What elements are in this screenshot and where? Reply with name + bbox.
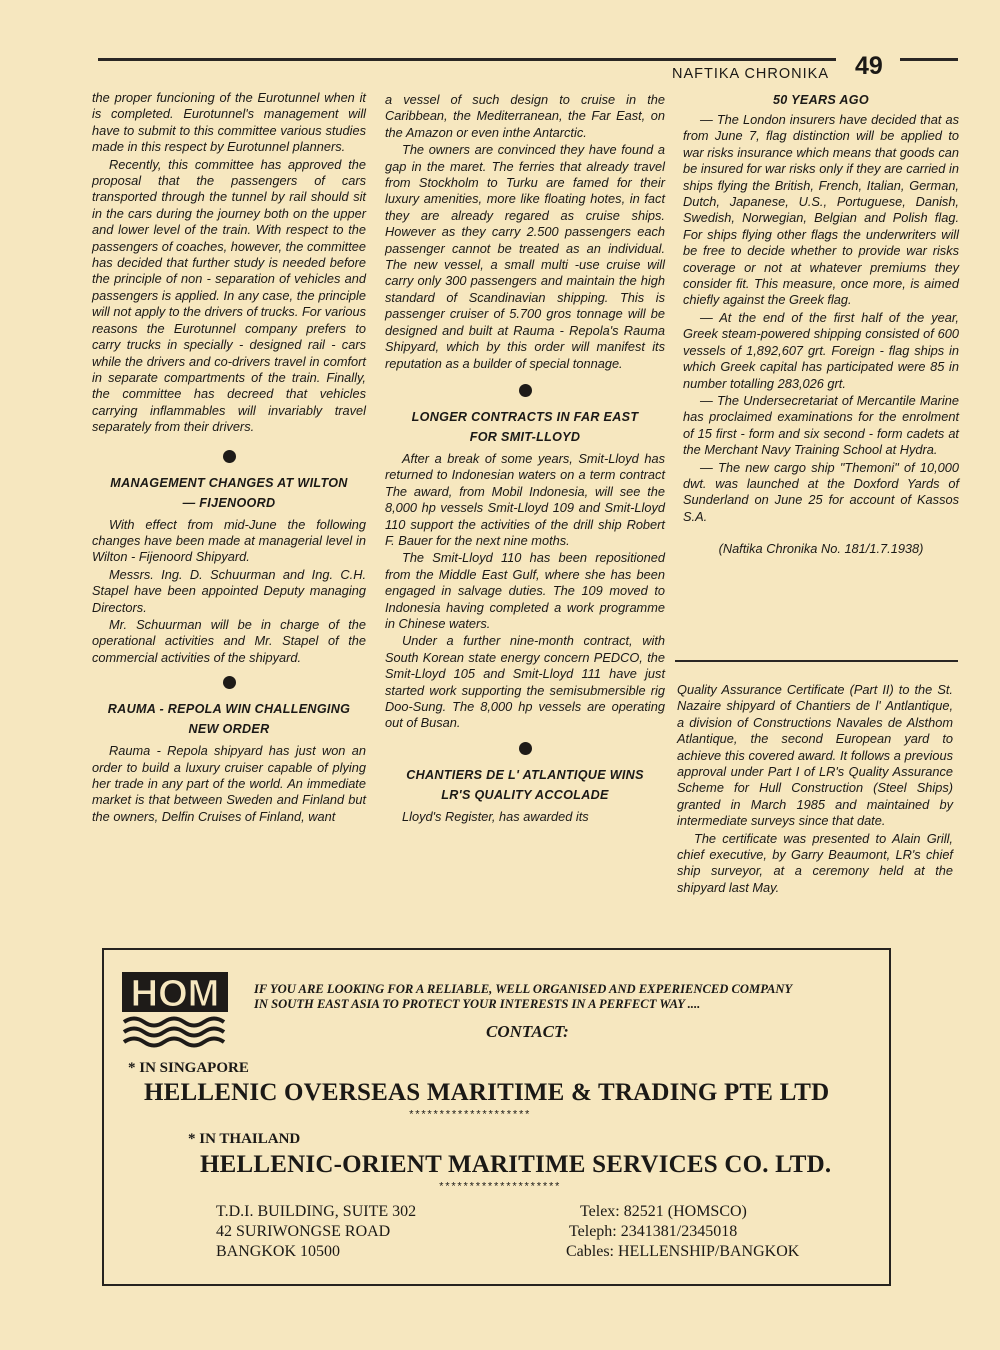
section-divider <box>675 660 958 662</box>
ad-contact-label: CONTACT: <box>486 1022 569 1041</box>
ad-intro-line: IN SOUTH EAST ASIA TO PROTECT YOUR INTERESTS IN A PERFECT WAY .... <box>254 997 701 1011</box>
paragraph: The owners are convinced they have found a gap in the maret. The ferries that already travel from Stockholm to Turku are famed for their luxury amenities, more like floating hotes, in fact they are already regared as cruise ships. However as they carry 2.500 passengers each passenger cannot be treated as an individual. The new vessel, a small multi -use cruise will carry only 300 passengers and maintain the high standard of Scandinavian shipping. This is passenger cruiser of 5.700 gros tonnage will be designed and built at Rauma - Repola's Rauma Shipyard, which by this order will manifest its reputation as a builder of special tonnage. <box>385 142 665 371</box>
paragraph: After a break of some years, Smit-Lloyd has returned to Indonesian waters on a term contract The award, from Mobil Indonesia, will see the 8,000 hp vessels Smit-Lloyd 109 and Smit-Lloyd 110 support the activities of the drill ship Robert F. Bauer for the next nine moths. <box>385 450 665 548</box>
paragraph: With effect from mid-June the following changes have been made at managerial level in Wilton - Fijenoord Shipyard. <box>92 516 366 565</box>
telex-line: Telex: 82521 (HOMSCO) <box>580 1203 747 1220</box>
paragraph: — The Undersecretariat of Mercantile Marine has proclaimed examinations for the enrolment of 15 first - form and six second - form cadets at the Merchant Navy Training School at Hydra. <box>683 392 959 458</box>
paragraph: Under a further nine-month contract, with South Korean state energy concern PEDCO, the Smit-Lloyd 105 and Smit-Lloyd 111 have just started work supporting the semisubmersible rig Doo-Sung. The 8,000 hp vessels are operating out of Busan. <box>385 633 665 731</box>
column-3-continued <box>677 682 953 897</box>
headline-line: LR'S QUALITY ACCOLADE <box>441 787 609 802</box>
ad-singapore-label: * IN SINGAPORE <box>128 1060 249 1076</box>
headline-line: NEW ORDER <box>188 722 270 737</box>
advertisement-box <box>102 948 891 1286</box>
headline-management <box>92 473 366 513</box>
paragraph: Quality Assurance Certificate (Part II) to the St. Nazaire shipyard of Chantiers de l' Antlantique, a division of Constructions Navales de Alsthom Atlantique, the second European yard to achieve this covered award. It follows a previous approval under Part I of LR's Quality Assurance Scheme for Hull Construction (Steel Ships) granted in March 1985 and maintained by intermediate surveys since that date. <box>677 682 953 829</box>
paragraph: Messrs. Ing. D. Schuurman and Ing. C.H. Stapel have been appointed Deputy managing Directors. <box>92 566 366 615</box>
section-bullet <box>519 384 532 397</box>
header-rule-right <box>900 58 958 61</box>
column-2 <box>385 92 665 826</box>
logo-text: HOM <box>130 973 220 1015</box>
headline-rauma <box>92 699 366 739</box>
ad-intro-line: IF YOU ARE LOOKING FOR A RELIABLE, WELL ORGANISED AND EXPERIENCED COMPANY <box>254 982 793 996</box>
headline-line: MANAGEMENT CHANGES AT WILTON <box>110 475 348 490</box>
headline-line: LONGER CONTRACTS IN FAR EAST <box>411 409 639 424</box>
headline-chantiers <box>385 765 665 805</box>
paragraph: Rauma - Repola shipyard has just won an order to build a luxury cruiser capable of plying her trade in any part of the world. An immediate market is that between Sweden and Finland but the owners, Delfin Cruises of Finland, want <box>92 743 366 824</box>
column-1 <box>92 90 366 826</box>
paragraph: Recently, this committee has approved the proposal that the passengers of cars transported through the tunnel by rail should sit in the cars during the journey both on the upper and lower level of the train. With respect to the passengers of coaches, however, the committee has decided that further study is needed before the principle of non - separation of vehicles and passengers is applied. In any case, the principle will not apply to the drivers of trucks. For various reasons the Eurotunnel company prefers to carry trucks in specially - designed rail - cars while the drivers and co-drivers travel in comfort in separate compartments of the train. Finally, the committee has decreed that vehicles carrying inflammables will invariably travel separately from their drivers. <box>92 156 366 435</box>
ad-address <box>216 1202 416 1262</box>
address-line: T.D.I. BUILDING, SUITE 302 <box>216 1203 417 1220</box>
header-rule-left <box>98 58 836 61</box>
headline-line: RAUMA - REPOLA WIN CHALLENGING <box>107 702 351 717</box>
ad-contact-details <box>566 1202 799 1262</box>
column-3 <box>683 90 959 558</box>
paragraph: a vessel of such design to cruise in the Caribbean, the Mediterranean, the Far East, on the Amazon or even inthe Antarctic. <box>385 92 665 140</box>
section-bullet <box>223 450 236 463</box>
paragraph: The certificate was presented to Alain Grill, chief executive, by Garry Beaumont, LR's chief ship surveyor, at a ceremony held at the shipyard last May. <box>677 830 953 895</box>
ad-thailand-label: * IN THAILAND <box>188 1131 301 1147</box>
paragraph: The Smit-Lloyd 110 has been repositioned from the Middle East Gulf, where she has been engaged in salvage duties. The 109 moved to Indonesia having completed a work programme in Chinese waters. <box>385 550 665 631</box>
address-line: BANGKOK 10500 <box>216 1243 340 1260</box>
page-number: 49 <box>855 52 883 80</box>
ad-stars-divider: ******************** <box>438 1182 561 1194</box>
hom-logo <box>120 970 232 1050</box>
paragraph: Mr. Schuurman will be in charge of the operational activities and Mr. Stapel of the commercial activities of the shipyard. <box>92 616 366 665</box>
ad-intro <box>254 982 874 1012</box>
paragraph: — At the end of the first half of the year, Greek steam-powered shipping consisted of 600 vessels of 1,892,607 grt. Foreign - flag ships in which Greek capital has participated were 85 in number totalling 283,026 grt. <box>683 309 959 391</box>
paragraph: Lloyd's Register, has awarded its <box>402 808 589 824</box>
headline-line: FOR SMIT-LLOYD <box>469 429 581 444</box>
ad-singapore-company: HELLENIC OVERSEAS MARITIME & TRADING PTE LTD <box>144 1079 830 1106</box>
ad-thailand-company: HELLENIC-ORIENT MARITIME SERVICES CO. LTD. <box>200 1151 832 1178</box>
headline-line: CHANTIERS DE L' ATLANTIQUE WINS <box>406 767 644 782</box>
section-bullet <box>223 676 236 689</box>
cables-line: Cables: HELLENSHIP/BANGKOK <box>566 1243 800 1260</box>
paragraph: — The new cargo ship "Themoni" of 10,000 dwt. was launched at the Doxford Yards of Sunderland on June 25 for account of Kassos S.A. <box>683 459 959 524</box>
running-title: NAFTIKA CHRONIKA <box>672 66 829 82</box>
paragraph: — The London insurers have decided that as from June 7, flag distinction will be applied to war risks insurance which means that goods can be insured for war risks only if they are carried in ships flying the British, French, Italian, German, Dutch, Japanese, U.S., Portuguese, Danish, Swedish, Norwegian, Belgian and Polish flag. For ships flying other flags the underwriters will be free to decide whether to provide war risks coverage or not at whatever premiums they consider fit. This measure, once more, is aimed chiefly against the Greek flag. <box>683 112 959 308</box>
headline-smit-lloyd <box>385 407 665 447</box>
headline-50-years-ago: 50 YEARS AGO <box>773 93 869 107</box>
section-bullet <box>519 742 532 755</box>
paragraph: the proper funcioning of the Eurotunnel when it is completed. Eurotunnel's management will have to submit to this committee various studies made in this respect by Eurotunnel planners. <box>92 90 366 155</box>
address-line: 42 SURIWONGSE ROAD <box>216 1223 391 1240</box>
ad-stars-divider: ******************** <box>408 1110 531 1122</box>
headline-line: — FIJENOORD <box>182 495 276 510</box>
telephone-line: Teleph: 2341381/2345018 <box>569 1223 738 1240</box>
source-note: (Naftika Chronika No. 181/1.7.1938) <box>718 541 924 557</box>
